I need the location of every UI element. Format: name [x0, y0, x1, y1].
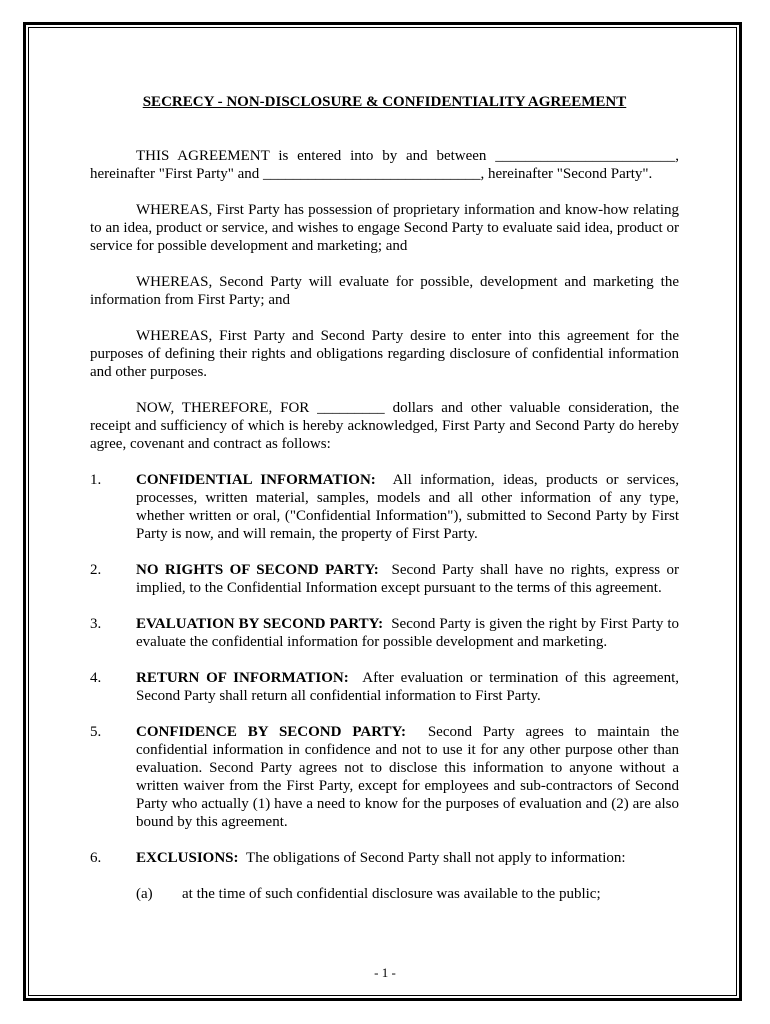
- whereas-paragraph-3: WHEREAS, First Party and Second Party desire to enter into this agreement for the purposes of defining their rights and obligations regarding disclosure of confidential information and other purposes.: [90, 328, 679, 380]
- page-number: - 1 -: [374, 965, 396, 980]
- clause-3: [90, 615, 679, 651]
- clause-number: 1.: [90, 472, 102, 488]
- document-title: SECRECY - NON-DISCLOSURE & CONFIDENTIALITY AGREEMENT: [142, 94, 627, 110]
- whereas-paragraph-2: WHEREAS, Second Party will evaluate for possible, development and marketing the information from First Party; and: [90, 274, 679, 308]
- clause-heading: CONFIDENTIAL INFORMATION:: [136, 472, 376, 488]
- clause-text: All information, ideas, products or services, processes, written material, samples, models and all other information of any type, whether written or oral, ("Confidential Information"), submitted to Second Party by First Party is now, and will remain, the property of First Party.: [136, 472, 679, 542]
- clause-heading: NO RIGHTS OF SECOND PARTY:: [136, 562, 379, 578]
- clause-4: [90, 669, 679, 705]
- consideration-paragraph: NOW, THEREFORE, FOR _________ dollars and other valuable consideration, the receipt and sufficiency of which is hereby acknowledged, First Party and Second Party do hereby agree, covenant and contract as follows:: [90, 400, 679, 452]
- clause-number: 2.: [90, 562, 102, 578]
- clause-text: Second Party shall have no rights, express or implied, to the Confidential Information except pursuant to the terms of this agreement.: [136, 562, 680, 596]
- clause-6: [90, 849, 679, 867]
- clause-text: Second Party is given the right by First Party to evaluate the confidential information for possible development and marketing.: [136, 616, 680, 650]
- intro-paragraph: THIS AGREEMENT is entered into by and between ________________________, hereinafter "First Party" and _____________________________, hereinafter "Second Party".: [90, 148, 679, 182]
- document-body: [90, 93, 679, 903]
- clause-heading: EVALUATION BY SECOND PARTY:: [136, 616, 384, 632]
- clause-5: [90, 723, 679, 831]
- clause-number: 6.: [90, 850, 102, 866]
- clause-text: After evaluation or termination of this agreement, Second Party shall return all confidential information to First Party.: [136, 670, 679, 704]
- clause-2: [90, 561, 679, 597]
- whereas-paragraph-1: WHEREAS, First Party has possession of proprietary information and know-how relating to an idea, product or service, and wishes to engage Second Party to evaluate said idea, product or service for possible development and marketing; and: [90, 202, 679, 254]
- subclause-a: [90, 885, 679, 903]
- subclause-text: at the time of such confidential disclosure was available to the public;: [182, 886, 601, 902]
- clause-number: 4.: [90, 670, 102, 686]
- clause-heading: CONFIDENCE BY SECOND PARTY:: [136, 724, 407, 740]
- clause-heading: EXCLUSIONS:: [136, 850, 239, 866]
- clause-number: 3.: [90, 616, 102, 632]
- clause-text: Second Party agrees to maintain the confidential information in confidence and not to use it for any other purpose other than evaluation. Second Party agrees not to disclose this information to anyone without a written waiver from the First Party, except for employees and sub-contractors of Second Party who actually (1) have a need to know for the purposes of evaluation and (2) are also bound by this agreement.: [136, 724, 680, 830]
- clause-heading: RETURN OF INFORMATION:: [136, 670, 349, 686]
- clause-text: The obligations of Second Party shall not apply to information:: [246, 850, 626, 866]
- clause-1: [90, 471, 679, 543]
- subclause-label: (a): [136, 886, 153, 902]
- clause-number: 5.: [90, 724, 102, 740]
